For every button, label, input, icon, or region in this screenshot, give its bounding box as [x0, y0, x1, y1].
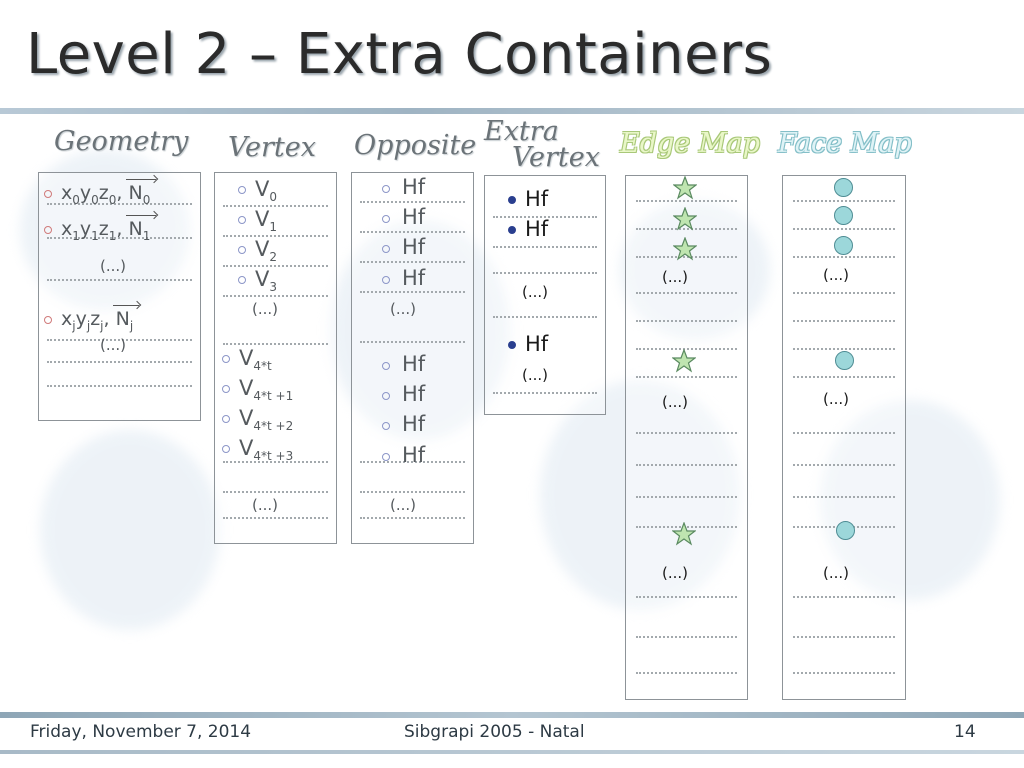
row-separator	[636, 432, 737, 434]
row-separator	[793, 496, 895, 498]
bullet-icon	[44, 190, 52, 198]
footer-divider	[0, 712, 1024, 718]
row-separator	[636, 596, 737, 598]
geometry-item: $x_1y_1z_1$, $N_1$	[44, 218, 150, 243]
opposite-item: Hf	[402, 382, 426, 406]
circle-icon	[834, 206, 853, 225]
ellipsis-label: (...)	[100, 336, 127, 354]
row-separator	[636, 672, 737, 674]
title-divider	[0, 108, 1024, 114]
opposite-item: Hf	[402, 235, 426, 259]
bullet-icon	[238, 246, 246, 254]
footer-event: Sibgrapi 2005 - Natal	[404, 722, 585, 742]
row-separator	[493, 246, 597, 248]
slide-title: Level 2 – Extra Containers	[26, 22, 773, 87]
row-separator	[223, 295, 328, 297]
ellipsis-label: (...)	[823, 390, 850, 408]
face-map-heading: Face Map	[778, 128, 912, 159]
row-separator	[223, 343, 328, 345]
opposite-heading: Opposite	[354, 130, 477, 161]
opposite-item: Hf	[402, 266, 426, 290]
row-separator	[793, 348, 895, 350]
ellipsis-label: (...)	[823, 266, 850, 284]
row-separator	[793, 292, 895, 294]
row-separator	[360, 517, 465, 519]
extra-vertex-item: Hf	[508, 217, 548, 241]
bullet-icon	[508, 341, 516, 349]
vertex-item: $V_0$	[238, 177, 277, 204]
footer-page-number: 14	[954, 722, 976, 742]
row-separator	[47, 361, 192, 363]
star-icon	[672, 522, 696, 546]
extra-vertex-item: Hf	[508, 187, 548, 211]
footer-bottom-line	[0, 750, 1024, 754]
row-separator	[360, 201, 465, 203]
row-separator	[493, 316, 597, 318]
opposite-item: Hf	[402, 443, 426, 467]
ellipsis-label: (...)	[662, 564, 689, 582]
row-separator	[793, 256, 895, 258]
row-separator	[360, 341, 465, 343]
opposite-item: Hf	[402, 205, 426, 229]
row-separator	[47, 385, 192, 387]
footer-date: Friday, November 7, 2014	[30, 722, 252, 742]
row-separator	[793, 376, 895, 378]
bullet-icon	[44, 316, 52, 324]
row-separator	[793, 464, 895, 466]
vertex-item: $V_2$	[238, 237, 277, 264]
extra-vertex-item: Hf	[508, 332, 548, 356]
bullet-icon	[382, 276, 390, 284]
star-icon	[672, 349, 696, 373]
bullet-icon	[222, 355, 230, 363]
vertex-item: $V_3$	[238, 267, 277, 294]
ellipsis-label: (...)	[390, 300, 417, 318]
row-separator	[360, 291, 465, 293]
circle-icon	[835, 351, 854, 370]
normal-vector: $N_j$	[115, 308, 134, 333]
vertex-item: $V_1$	[238, 207, 277, 234]
vertex-item: $V_{4*t}$	[222, 346, 272, 373]
bullet-icon	[222, 385, 230, 393]
bullet-icon	[382, 392, 390, 400]
circle-icon	[836, 521, 855, 540]
vertex-item: $V_{4*t +1}$	[222, 376, 293, 403]
row-separator	[360, 491, 465, 493]
geometry-container	[38, 172, 201, 421]
bullet-icon	[44, 226, 52, 234]
star-icon	[673, 237, 697, 261]
row-separator	[793, 432, 895, 434]
bullet-icon	[222, 445, 230, 453]
ellipsis-label: (...)	[390, 496, 417, 514]
opposite-item: Hf	[402, 412, 426, 436]
bullet-icon	[222, 415, 230, 423]
circle-icon	[834, 236, 853, 255]
row-separator	[636, 464, 737, 466]
ellipsis-label: (...)	[522, 366, 549, 384]
geometry-heading: Geometry	[54, 126, 189, 157]
ellipsis-label: (...)	[823, 564, 850, 582]
edge-map-heading: Edge Map	[620, 128, 760, 159]
bullet-icon	[238, 216, 246, 224]
row-separator	[223, 491, 328, 493]
geometry-item: $x_jy_jz_j$, $N_j$	[44, 308, 133, 333]
extra-vertex-heading-line2: Vertex	[512, 142, 600, 173]
bullet-icon	[382, 185, 390, 193]
row-separator	[793, 320, 895, 322]
ellipsis-label: (...)	[252, 300, 279, 318]
opposite-item: Hf	[402, 352, 426, 376]
geometry-item: $x_0y_0z_0$, $N_0$	[44, 182, 150, 207]
bullet-icon	[508, 196, 516, 204]
vertex-heading: Vertex	[228, 132, 316, 163]
row-separator	[636, 320, 737, 322]
opposite-item: Hf	[402, 175, 426, 199]
bullet-icon	[382, 245, 390, 253]
bullet-icon	[382, 422, 390, 430]
ellipsis-label: (...)	[100, 257, 127, 275]
row-separator	[636, 200, 737, 202]
ellipsis-label: (...)	[662, 393, 689, 411]
vertex-item: $V_{4*t +2}$	[222, 406, 293, 433]
star-icon	[673, 176, 697, 200]
bullet-icon	[382, 362, 390, 370]
row-separator	[493, 272, 597, 274]
row-separator	[493, 392, 597, 394]
row-separator	[360, 261, 465, 263]
bullet-icon	[238, 276, 246, 284]
bullet-icon	[382, 453, 390, 461]
row-separator	[47, 279, 192, 281]
row-separator	[636, 292, 737, 294]
ellipsis-label: (...)	[662, 268, 689, 286]
row-separator	[223, 517, 328, 519]
ellipsis-label: (...)	[522, 283, 549, 301]
bullet-icon	[238, 186, 246, 194]
row-separator	[793, 228, 895, 230]
bullet-icon	[382, 215, 390, 223]
row-separator	[636, 496, 737, 498]
normal-vector: $N_0$	[128, 182, 151, 207]
row-separator	[793, 636, 895, 638]
bullet-icon	[508, 226, 516, 234]
row-separator	[636, 376, 737, 378]
row-separator	[636, 636, 737, 638]
row-separator	[793, 200, 895, 202]
normal-vector: $N_1$	[128, 218, 151, 243]
star-icon	[673, 207, 697, 231]
ellipsis-label: (...)	[252, 496, 279, 514]
vertex-item: $V_{4*t +3}$	[222, 436, 293, 463]
row-separator	[360, 231, 465, 233]
row-separator	[793, 672, 895, 674]
row-separator	[793, 596, 895, 598]
background-blob	[40, 430, 220, 630]
extra-vertex-heading-line1: Extra	[484, 116, 559, 147]
circle-icon	[834, 178, 853, 197]
